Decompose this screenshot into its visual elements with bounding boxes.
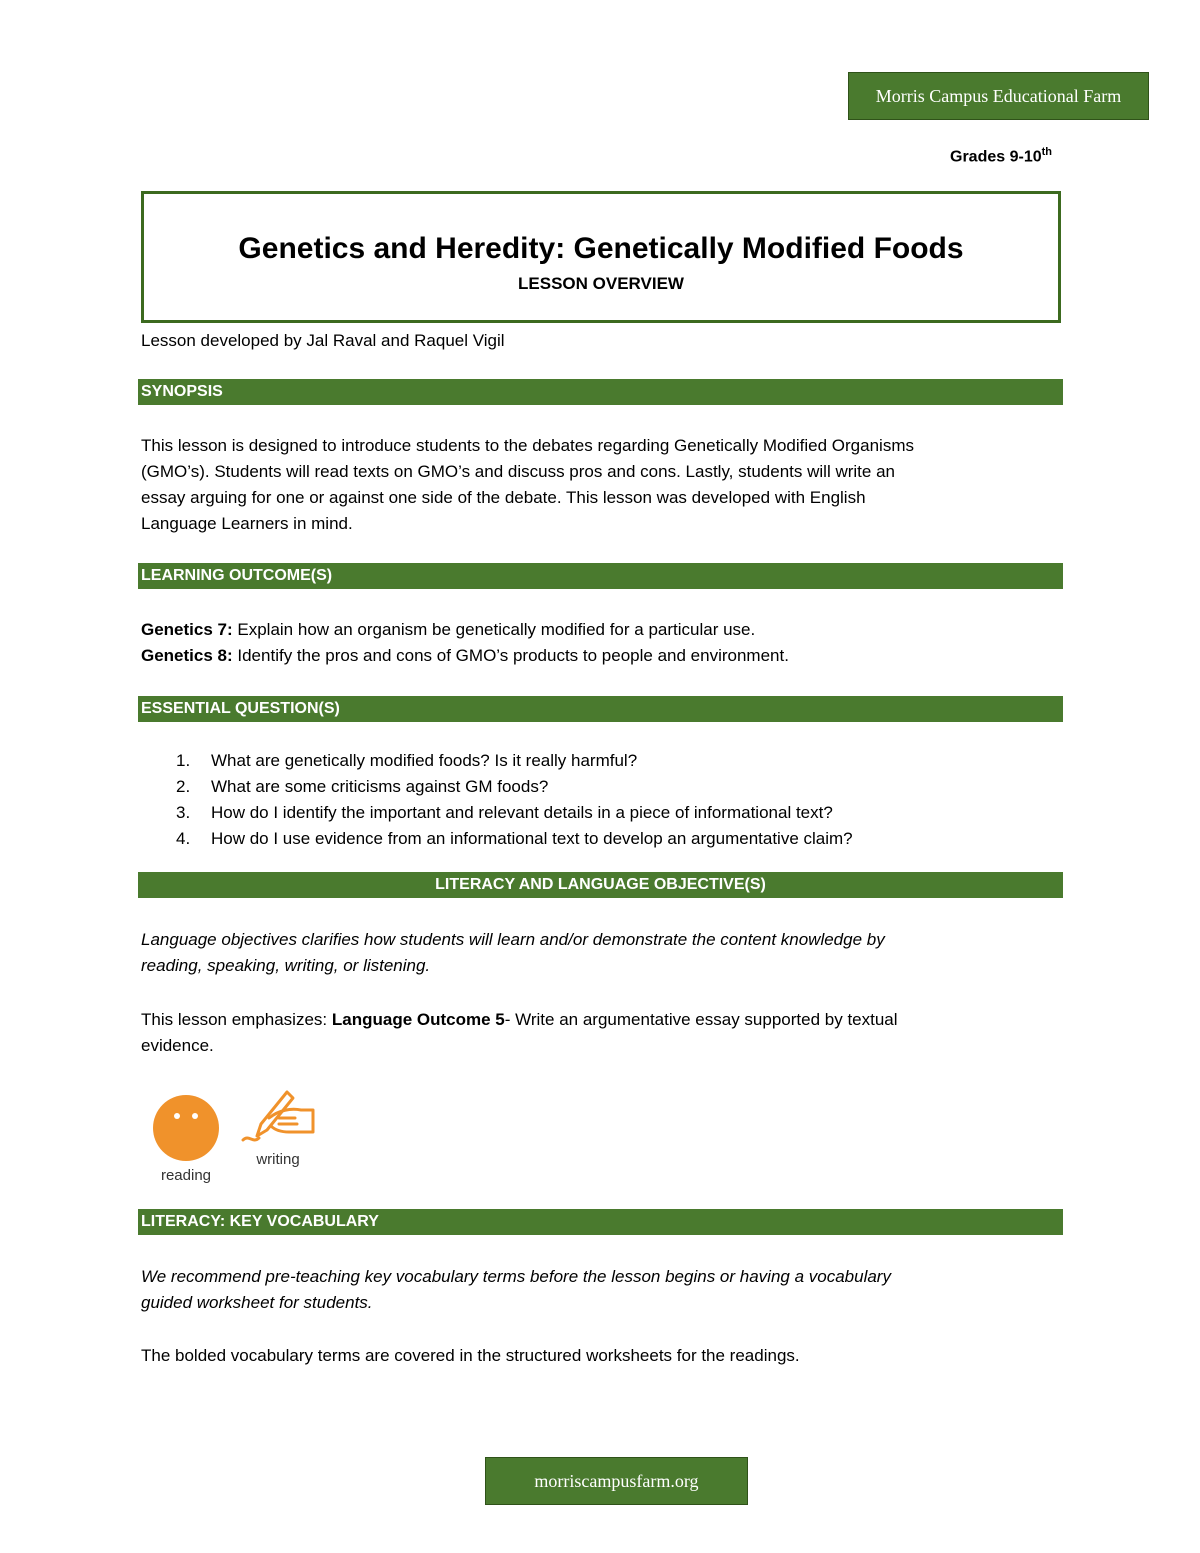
vocabulary-recommendation: We recommend pre-teaching key vocabulary terms before the lesson begins or having a vocabulary guided worksheet for students. xyxy=(141,1267,891,1312)
writing-skill xyxy=(238,1088,318,1168)
footer-url[interactable]: morriscampusfarm.org xyxy=(534,1470,699,1491)
outcomes-list xyxy=(141,617,1041,669)
synopsis-text: This lesson is designed to introduce students to the debates regarding Genetically Modified Organisms (GMO’s). Students will read texts on GMO’s and discuss pros and cons. Lastly, students will write an essay arguing for one or against one side of the debate. This lesson was developed with English Language Learners in mind. xyxy=(141,436,914,533)
brand-box xyxy=(848,72,1149,120)
writing-icon xyxy=(239,1088,317,1146)
footer-box xyxy=(485,1457,748,1505)
vocabulary-note: The bolded vocabulary terms are covered in the structured worksheets for the readings. xyxy=(141,1346,800,1365)
questions-heading: ESSENTIAL QUESTION(S) xyxy=(138,696,1063,722)
list-item: 1. What are genetically modified foods? Is it really harmful? xyxy=(176,751,638,770)
lesson-subtitle: LESSON OVERVIEW xyxy=(518,274,684,293)
title-box xyxy=(141,191,1061,323)
language-emphasis: This lesson emphasizes: Language Outcome 5- Write an argumentative essay supported by textual evidence. xyxy=(141,1010,898,1055)
synopsis-heading: SYNOPSIS xyxy=(138,379,1063,405)
reading-icon xyxy=(152,1094,220,1162)
outcome-item: Genetics 8: Identify the pros and cons of GMO’s products to people and environment. xyxy=(141,646,789,665)
outcome-item: Genetics 7: Explain how an organism be genetically modified for a particular use. xyxy=(141,620,756,639)
language-intro: Language objectives clarifies how students will learn and/or demonstrate the content knowledge by reading, speaking, writing, or listening. xyxy=(141,930,885,975)
outcomes-heading: LEARNING OUTCOME(S) xyxy=(138,563,1063,589)
brand-name: Morris Campus Educational Farm xyxy=(875,85,1122,106)
writing-label: writing xyxy=(256,1151,300,1168)
questions-list xyxy=(141,748,1041,852)
reading-label: reading xyxy=(160,1167,212,1184)
list-item: 3. How do I identify the important and relevant details in a piece of informational text? xyxy=(176,803,833,822)
vocabulary-heading: LITERACY: KEY VOCABULARY xyxy=(138,1209,1063,1235)
list-item: 4. How do I use evidence from an informational text to develop an argumentative claim? xyxy=(176,829,853,848)
list-item: 2. What are some criticisms against GM foods? xyxy=(176,777,549,796)
author-line: Lesson developed by Jal Raval and Raquel Vigil xyxy=(141,331,505,350)
lesson-title: Genetics and Heredity: Genetically Modified Foods xyxy=(238,232,964,265)
language-heading: LITERACY AND LANGUAGE OBJECTIVE(S) xyxy=(138,872,1063,898)
grade-level: Grades 9-10th xyxy=(950,146,1052,166)
reading-skill xyxy=(150,1094,222,1184)
